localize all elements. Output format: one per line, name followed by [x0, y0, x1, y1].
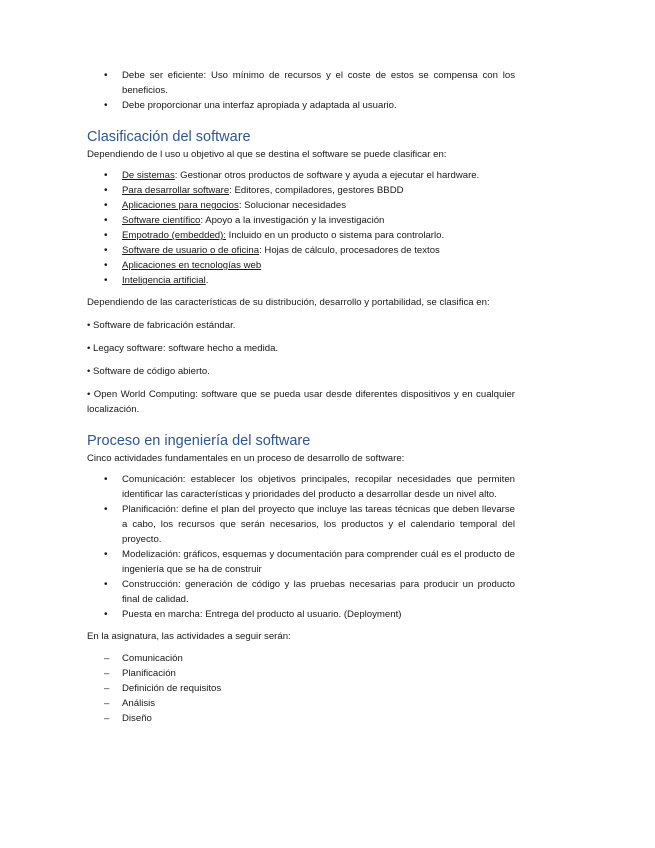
desc: : Editores, compiladores, gestores BBDD — [229, 185, 404, 196]
classification-list — [87, 168, 515, 288]
desc: : Solucionar necesidades — [238, 200, 347, 211]
list-item: • Construcción: generación de código y las pruebas necesarias para producir un producto final de calidad. — [87, 577, 515, 607]
intro-bullet-list — [87, 68, 515, 113]
list-item: • Comunicación: establecer los objetivos principales, recopilar necesidades que permiten identificar las características y prioridades del producto a desarrollar desde un nivel alto. — [87, 472, 515, 502]
list-item — [87, 183, 515, 198]
para-item: • Open World Computing: software que se pueda usar desde diferentes dispositivos y en cualquier localización. — [87, 389, 515, 415]
section-intro: Cinco actividades fundamentales en un proceso de desarrollo de software: — [87, 453, 405, 464]
desc: : Gestionar otros productos de software y ayuda a ejecutar el hardware. — [174, 170, 480, 181]
activities-dash-list — [87, 651, 515, 726]
document-body — [87, 68, 515, 726]
list-item: • Debe ser eficiente: Uso mínimo de recursos y el coste de estos se compensa con los beneficios. — [87, 68, 515, 98]
list-item — [87, 243, 515, 258]
term: De sistemas — [122, 170, 175, 181]
list-item — [87, 273, 515, 288]
desc: . — [205, 275, 209, 286]
desc: : Hojas de cálculo, procesadores de textos — [259, 245, 440, 256]
list-item: – Definición de requisitos — [87, 681, 515, 696]
process-list — [87, 472, 515, 622]
list-item — [87, 228, 515, 243]
list-item: – Comunicación — [87, 651, 515, 666]
section-heading-proceso: Proceso en ingeniería del software — [87, 433, 311, 449]
desc: : Apoyo a la investigación y la investigación — [200, 215, 385, 226]
para-item: • Software de código abierto. — [87, 366, 210, 377]
list-item: – Análisis — [87, 696, 515, 711]
list-item: • Modelización: gráficos, esquemas y documentación para comprender cuál es el producto de ingeniería que se ha de construir — [87, 547, 515, 577]
para-item: • Software de fabricación estándar. — [87, 320, 236, 331]
list-item: • Puesta en marcha: Entrega del producto al usuario. (Deployment) — [87, 607, 515, 622]
term: Software científico — [122, 215, 201, 226]
term: Aplicaciones en tecnologías web — [122, 260, 262, 271]
list-item — [87, 258, 515, 273]
term: Aplicaciones para negocios — [122, 200, 239, 211]
list-item: • Planificación: define el plan del proyecto que incluye las tareas técnicas que deben llevarse a cabo, los recursos que serán necesarios, los productos y el calendario temporal del proyecto. — [87, 502, 515, 547]
para-item: • Legacy software: software hecho a medida. — [87, 343, 279, 354]
section-intro: Dependiendo de l uso u objetivo al que se destina el software se puede clasificar en: — [87, 149, 447, 160]
term: Inteligencia artificial — [122, 275, 206, 286]
list-item: • Debe proporcionar una interfaz apropiada y adaptada al usuario. — [87, 98, 515, 113]
term: Para desarrollar software — [122, 185, 230, 196]
list-item — [87, 168, 515, 183]
section-intro-2: En la asignatura, las actividades a seguir serán: — [87, 631, 291, 642]
section-intro-2: Dependiendo de las características de su distribución, desarrollo y portabilidad, se clasifica en: — [87, 297, 490, 308]
term: Empotrado (embedded): — [122, 230, 226, 241]
term: Software de usuario o de oficina — [122, 245, 260, 256]
desc: Incluido en un producto o sistema para controlarlo. — [226, 230, 445, 241]
list-item — [87, 198, 515, 213]
list-item: – Diseño — [87, 711, 515, 726]
section-heading-clasificacion: Clasificación del software — [87, 129, 251, 145]
list-item — [87, 213, 515, 228]
list-item: – Planificación — [87, 666, 515, 681]
